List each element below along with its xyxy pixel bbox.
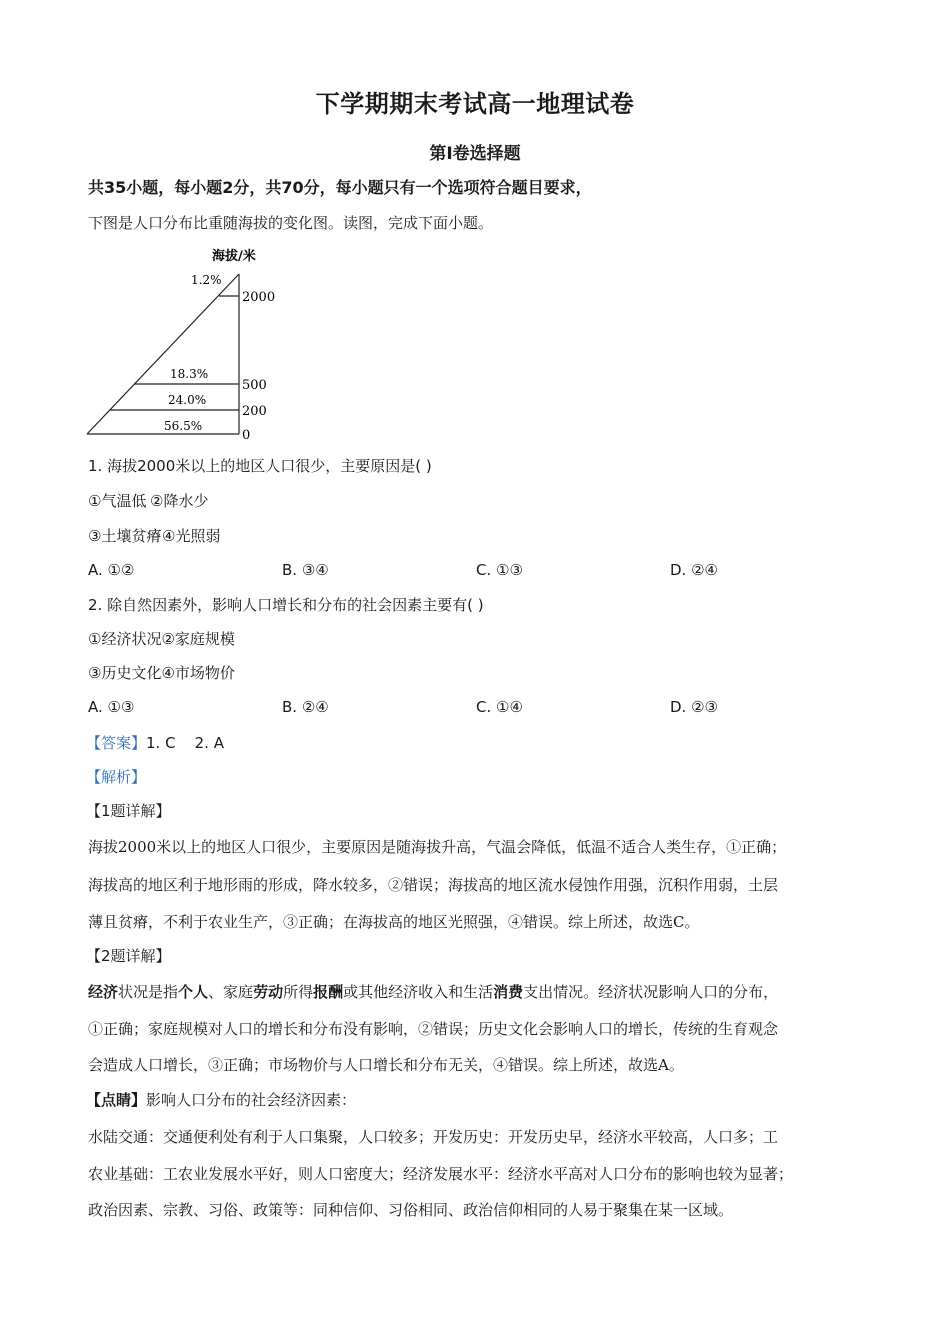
band-label-above-2000: 1.2% (191, 273, 222, 287)
tick-0: 0 (242, 428, 251, 440)
tip-line-2: 农业基础：工农业发展水平好，则人口密度大；经济发展水平：经济水平高对人口分布的影响也较为显著； (88, 1165, 794, 1183)
tip-intro: 影响人口分布的社会经济因素： (146, 1091, 357, 1109)
question-1-option-d[interactable]: D. ②④ (670, 561, 718, 579)
instructions: 共35小题，每小题2分，共70分，每小题只有一个选项符合题目要求， (88, 178, 592, 197)
text-segment: 或其他经济收入和生活 (343, 983, 494, 1001)
q1-detail-line-1: 海拔2000米以上的地区人口很少，主要原因是随海拔升高，气温会降低，低温不适合人类生存，①正确； (88, 838, 787, 856)
answer-label: 【答案】 (86, 734, 147, 752)
question-2-items-line-2: ③历史文化④市场物价 (88, 664, 235, 682)
question-1-option-c[interactable]: C. ①③ (476, 561, 523, 579)
q1-detail-heading: 【1题详解】 (86, 802, 171, 820)
axis-label: 海拔/米 (212, 249, 256, 264)
question-2-option-a[interactable]: A. ①③ (88, 698, 135, 716)
q1-detail-line-3: 薄且贫瘠，不利于农业生产，③正确；在海拔高的地区光照强，④错误。综上所述，故选C。 (88, 913, 700, 931)
term-labor: 劳动 (253, 983, 284, 1001)
band-label-0-200: 56.5% (164, 419, 203, 433)
text-segment: 所得 (283, 983, 314, 1001)
q2-detail-line-2: ①正确；家庭规模对人口的增长和分布没有影响，②错误；历史文化会影响人口的增长，传统的生育观念 (88, 1020, 779, 1038)
tip-line (86, 1090, 356, 1110)
question-1-item-4: ④光照弱 (162, 527, 221, 545)
tip-label: 【点睛】 (86, 1091, 147, 1109)
term-consumption: 消费 (493, 983, 524, 1001)
question-1-option-b[interactable]: B. ③④ (282, 561, 329, 579)
band-label-200-500: 24.0% (168, 393, 207, 407)
term-individual: 个人 (178, 983, 209, 1001)
term-remuneration: 报酬 (313, 983, 344, 1001)
q2-detail-line-1 (88, 982, 778, 1002)
term-economy: 经济 (88, 983, 119, 1001)
triangle-diagram (84, 244, 284, 440)
question-2-items-line-1: ①经济状况②家庭规模 (88, 630, 235, 648)
band-label-500-2000: 18.3% (170, 367, 209, 381)
tick-500: 500 (242, 378, 267, 393)
text-segment: 状况是指 (118, 983, 179, 1001)
question-1-item-1: ①气温低 (88, 492, 147, 510)
question-2-stem: 2. 除自然因素外，影响人口增长和分布的社会因素主要有( ) (88, 596, 484, 614)
question-1-option-a[interactable]: A. ①② (88, 561, 135, 579)
answer-line (86, 733, 224, 753)
text-segment: 支出情况。经济状况影响人口的分布， (523, 983, 779, 1001)
text-segment: 、家庭 (208, 983, 254, 1001)
q1-detail-line-2: 海拔高的地区利于地形雨的形成，降水较多，②错误；海拔高的地区流水侵蚀作用强，沉积作用弱，土层 (88, 876, 779, 894)
tick-2000: 2000 (242, 290, 276, 305)
q2-detail-line-3: 会造成人口增长，③正确；市场物价与人口增长和分布无关，④错误。综上所述，故选A。 (88, 1056, 684, 1074)
question-2-option-b[interactable]: B. ②④ (282, 698, 329, 716)
intro-text: 下图是人口分布比重随海拔的变化图。读图，完成下面小题。 (88, 214, 494, 232)
page-title: 下学期期末考试高一地理试卷 (315, 90, 635, 118)
altitude-population-figure (84, 244, 284, 440)
question-1-item-2: ②降水少 (150, 492, 209, 510)
q2-detail-heading: 【2题详解】 (86, 947, 171, 965)
analysis-label: 【解析】 (86, 768, 147, 786)
question-2-option-d[interactable]: D. ②③ (670, 698, 718, 716)
question-1-stem: 1. 海拔2000米以上的地区人口很少，主要原因是( ) (88, 457, 432, 475)
tick-200: 200 (242, 404, 267, 419)
tip-line-3: 政治因素、宗教、习俗、政策等：同种信仰、习俗相同、政治信仰相同的人易于聚集在某一区域。 (88, 1201, 734, 1219)
question-2-option-c[interactable]: C. ①④ (476, 698, 523, 716)
answer-text: 1. C 2. A (146, 734, 224, 752)
tip-line-1: 水陆交通：交通便利处有利于人口集聚，人口较多；开发历史：开发历史早，经济水平较高，人口多；工 (88, 1128, 779, 1146)
section-title: 第Ⅰ卷选择题 (429, 144, 521, 164)
question-1-item-3: ③土壤贫瘠 (88, 527, 162, 545)
